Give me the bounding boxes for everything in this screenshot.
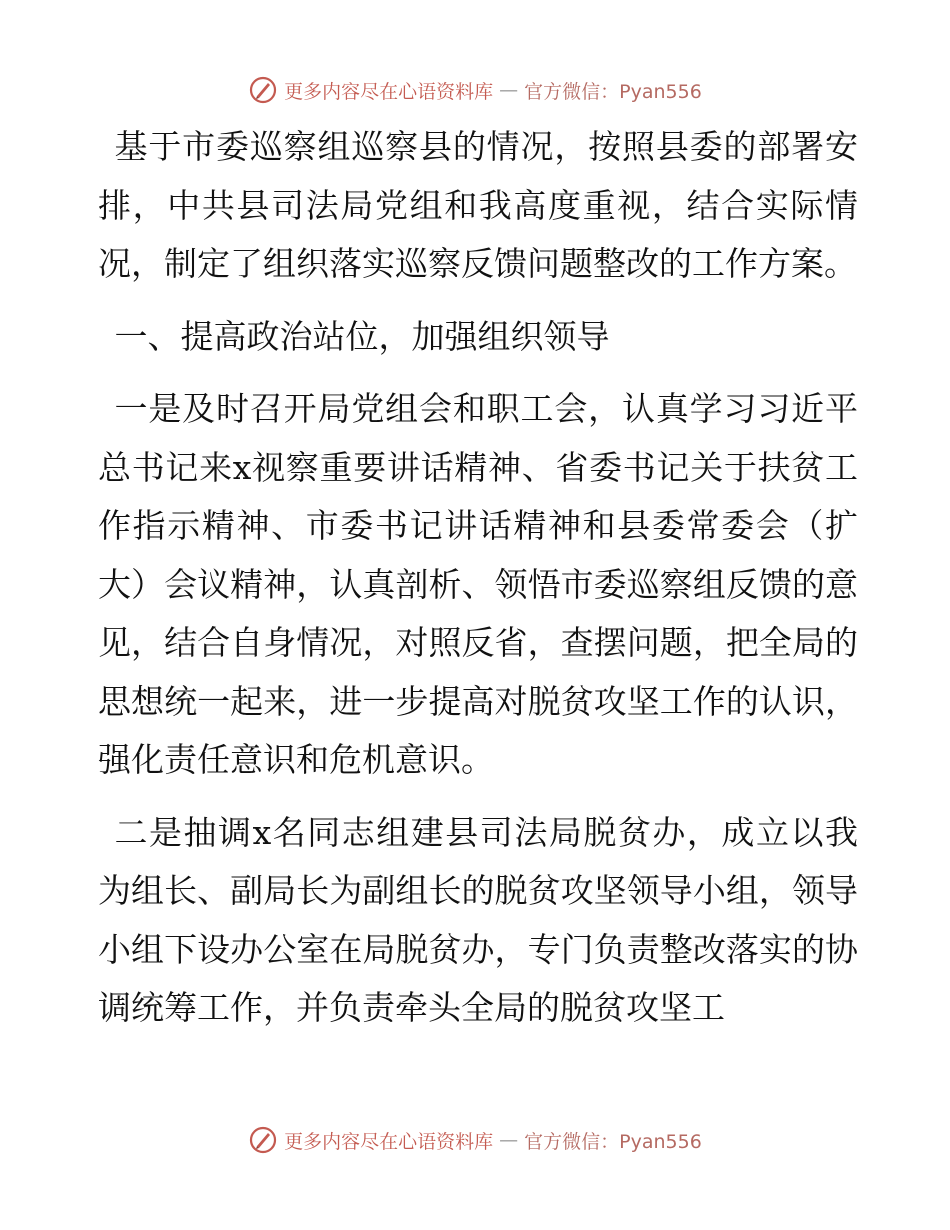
watermark-wechat-text: 官方微信：Pyan556 [524, 1130, 702, 1153]
quill-logo-icon [248, 1125, 278, 1155]
quill-logo-icon [248, 75, 278, 105]
section-heading: 一、提高政治站位，加强组织领导 [114, 316, 610, 356]
watermark-wechat-text: 官方微信：Pyan556 [524, 80, 702, 103]
header-watermark [0, 70, 950, 110]
paragraph-intro: 基于市委巡察组巡察县的情况，按照县委的部署安排，中共县司法局党组和我高度重视，结合实际情况，制定了组织落实巡察反馈问题整改的工作方案。 [98, 127, 858, 283]
paragraph-item-two: 二是抽调x名同志组建县司法局脱贫办，成立以我为组长、副局长为副组长的脱贫攻坚领导小组，领导小组下设办公室在局脱贫办，专门负责整改落实的协调统筹工作，并负责牵头全局的脱贫攻坚工 [98, 812, 858, 1027]
watermark-dash: — [499, 1129, 519, 1151]
footer-watermark [0, 1120, 950, 1160]
watermark-main-text: 更多内容尽在心语资料库 [284, 1130, 494, 1153]
watermark-dash: — [499, 79, 519, 101]
watermark-main-text: 更多内容尽在心语资料库 [284, 80, 494, 103]
document-body [98, 118, 858, 1052]
paragraph-item-one: 一是及时召开局党组会和职工会，认真学习习近平总书记来x视察重要讲话精神、省委书记关于扶贫工作指示精神、市委书记讲话精神和县委常委会（扩大）会议精神，认真剖析、领悟市委巡察组反馈的意见，结合自身情况，对照反省，查摆问题，把全局的思想统一起来，进一步提高对脱贫攻坚工作的认识，强化责任意识和危机意识。 [98, 389, 858, 779]
